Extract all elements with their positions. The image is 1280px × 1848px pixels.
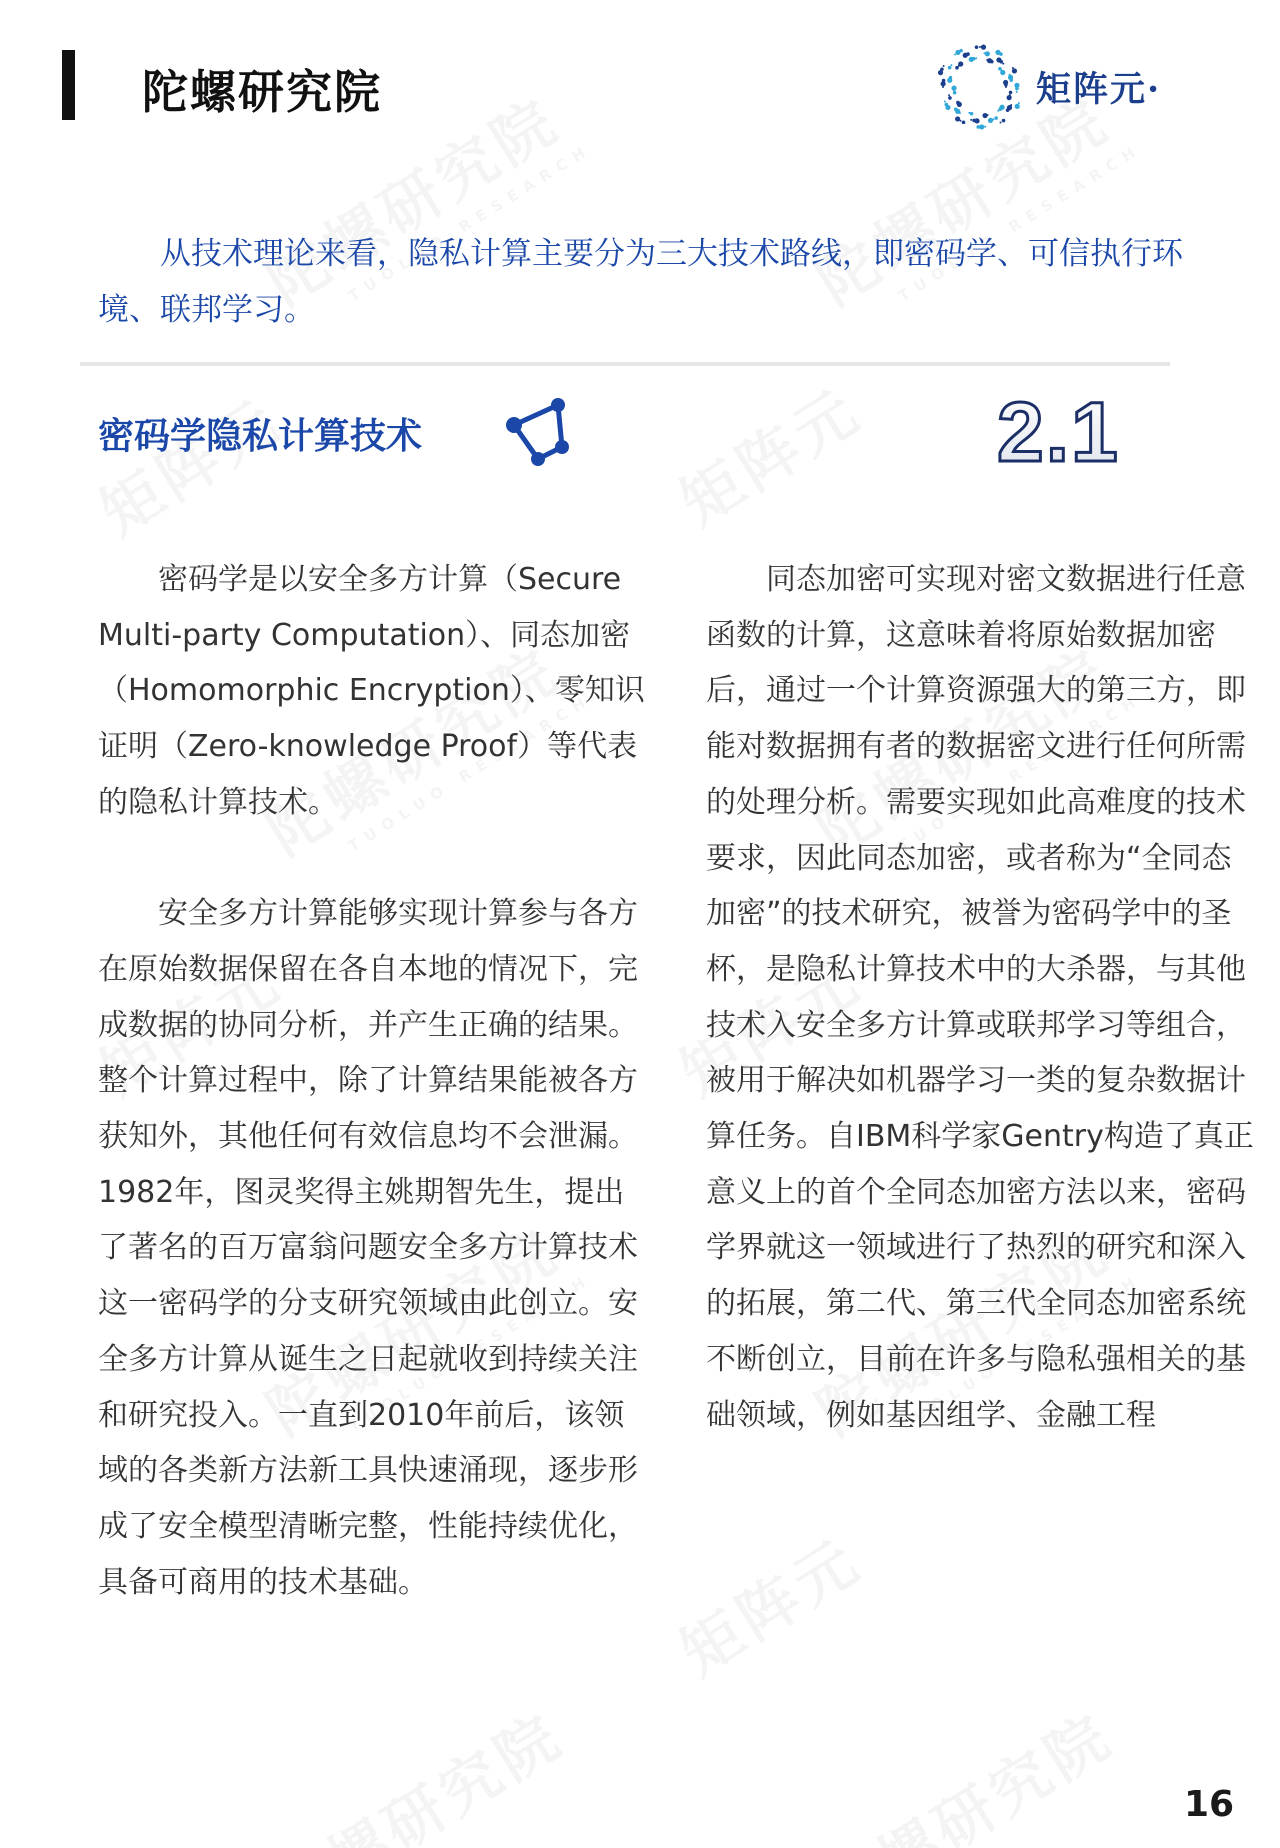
logo-dot: [992, 118, 994, 120]
logo-dot: [1003, 80, 1008, 85]
logo-dot: [962, 121, 966, 125]
logo-dot: [975, 45, 979, 49]
paragraph: 安全多方计算能够实现计算参与各方在原始数据保留在各自本地的情况下，完成数据的协同分析，并产生正确的结果。整个计算过程中，除了计算结果能被各方获知外，其他任何有效信息均不会泄漏。1982年，图灵奖得主姚期智先生，提出了著名的百万富翁问题安全多方计算技术这一密码学的分支研究领域由此创立。安全多方计算从诞生之日起就收到持续关注和研究投入。一直到2010年前后，该领域的各类新方法新工具快速涌现，逐步形成了安全模型清晰完整，性能持续优化，具备可商用的技术基础。: [98, 896, 638, 1600]
logo-dot: [1009, 74, 1011, 76]
logo-dot: [1010, 104, 1012, 106]
logo-dot: [948, 96, 952, 100]
logo-dot: [950, 64, 952, 66]
logo-dot: [955, 50, 960, 55]
paragraph: 密码学是以安全多方计算（Secure Multi-party Computation）、同态加密（Homomorphic Encryption）、零知识证明（Zero-knowledge Proof）等代表的隐私计算技术。: [98, 562, 645, 820]
section-number-text: 2.1: [997, 385, 1120, 473]
logo-dot: [1012, 67, 1014, 69]
logo-dot: [960, 120, 962, 122]
watermark-alt: [662, 364, 875, 542]
logo-dot: [955, 116, 960, 121]
logo-dot: [970, 119, 972, 121]
right-column: [706, 552, 1256, 1443]
section-number: [995, 383, 1120, 473]
logo-dot: [988, 118, 993, 123]
logo-dot: [987, 114, 989, 116]
logo-dot: [945, 105, 950, 110]
watermark-text: [809, 1700, 1126, 1848]
logo-dot: [959, 112, 961, 114]
starburst-logo-icon: [932, 40, 1032, 135]
logo-dot: [1018, 102, 1020, 104]
logo-dot: [1009, 91, 1013, 95]
logo-dot: [995, 50, 1000, 55]
logo-dot: [986, 59, 988, 61]
logo-dot: [1007, 95, 1012, 100]
logo-dot: [1002, 63, 1004, 65]
watermark: [252, 1689, 577, 1848]
logo-dot: [985, 51, 990, 56]
logo-dot: [969, 57, 974, 62]
logo-dot: [1002, 119, 1006, 123]
header-title: 陀螺研究院: [142, 65, 382, 119]
network-nodes-icon: [500, 395, 580, 470]
logo-text: 矩阵元·: [1036, 69, 1162, 110]
logo-dot: [955, 66, 959, 70]
logo-dot: [944, 101, 946, 103]
left-column: [98, 552, 648, 1610]
logo-dot: [1015, 104, 1020, 109]
watermark-alt-text: [669, 375, 874, 539]
watermark-alt-text: [669, 1525, 874, 1689]
logo-dot: [963, 53, 968, 58]
logo-dot: [943, 65, 945, 67]
logo-dot: [953, 91, 957, 95]
logo-dot: [957, 102, 962, 107]
watermark-alt: [662, 1514, 875, 1692]
logo-dot: [996, 57, 1001, 62]
watermark: [802, 1689, 1127, 1848]
logo-dot: [938, 70, 943, 75]
logo-dot: [974, 118, 979, 123]
watermark-text: [259, 1700, 576, 1848]
intro-paragraph: 从技术理论来看，隐私计算主要分为三大技术路线，即密码学、可信执行环境、联邦学习。: [98, 236, 1183, 328]
section-divider: [80, 362, 1170, 366]
logo-dot: [970, 112, 974, 116]
logo-dot: [981, 45, 986, 50]
section-title: 密码学隐私计算技术: [98, 416, 423, 457]
logo-dot: [994, 116, 998, 120]
logo-dot: [979, 46, 981, 48]
logo-dot: [948, 94, 950, 96]
logo-dot: [1000, 122, 1002, 124]
logo-dot: [942, 86, 944, 88]
logo-dot: [983, 52, 985, 54]
logo-dot: [1008, 75, 1013, 80]
logo-dot: [1016, 91, 1018, 93]
logo-dot: [979, 124, 984, 129]
logo-dot: [998, 67, 1002, 71]
paragraph: 同态加密可实现对密文数据进行任意函数的计算，这意味着将原始数据加密后，通过一个计算资源强大的第三方，即能对数据拥有者的数据密文进行任何所需的处理分析。需要实现如此高难度的技术要求，因此同态加密，或者称为“全同态加密”的技术研究，被誉为密码学中的圣杯，是隐私计算技术中的大杀器，与其他技术入安全多方计算或联邦学习等组合，被用于解决如机器学习一类的复杂数据计算任务。自IBM科学家Gentry构造了真正意义上的首个全同态加密方法以来，密码学界就这一领域进行了热烈的研究和深入的拓展，第二代、第三代全同态加密系统不断创立，目前在许多与隐私强相关的基础领域，例如基因组学、金融工程: [706, 562, 1254, 1433]
logo-dot: [984, 126, 986, 128]
logo-dot: [1000, 105, 1005, 110]
logo-dot: [941, 81, 946, 86]
logo-dot: [954, 53, 956, 55]
logo-dot: [1014, 83, 1019, 88]
watermark-alt: [82, 374, 295, 552]
page-number: 16: [1184, 1784, 1235, 1825]
logo-dot: [947, 78, 952, 83]
logo-dot: [1009, 94, 1011, 96]
logo-dot: [1012, 68, 1017, 73]
logo-dot: [975, 57, 977, 59]
logo-dot: [948, 66, 952, 70]
header-accent-bar: [62, 50, 75, 120]
